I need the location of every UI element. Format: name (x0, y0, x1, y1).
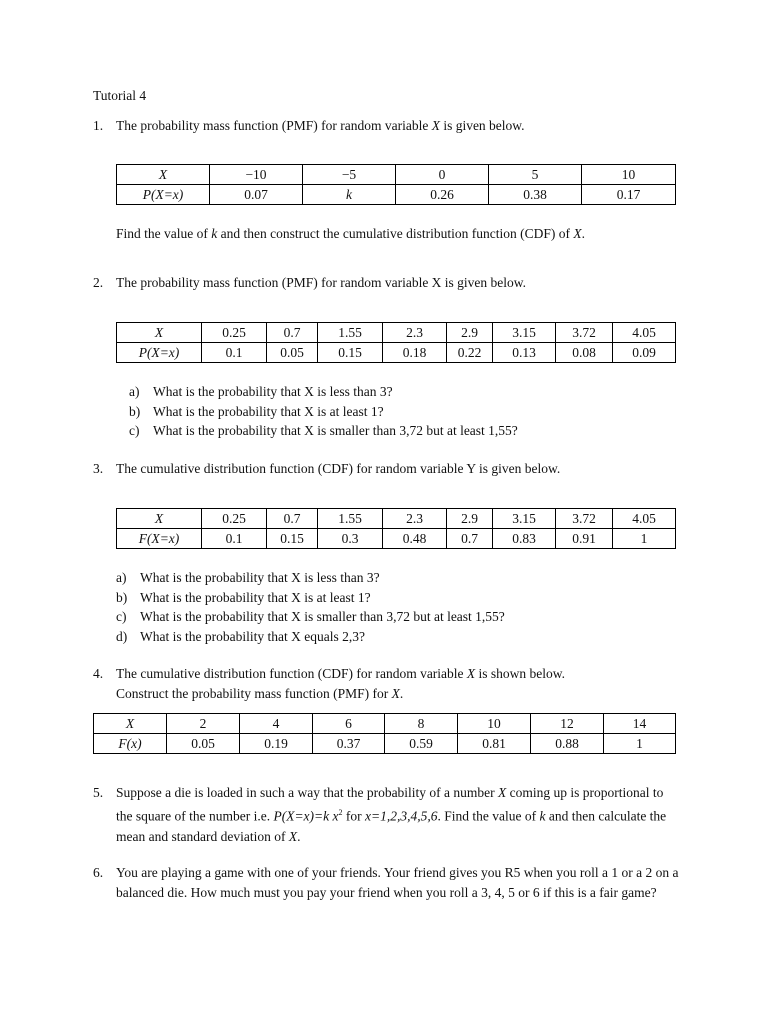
table-cell: 0.22 (447, 343, 493, 363)
table-cell: 4.05 (613, 323, 676, 343)
table-cell: 0.05 (267, 343, 318, 363)
table-row (117, 509, 676, 529)
table-cell: 0.26 (396, 185, 489, 205)
table-cell: 0.7 (267, 323, 318, 343)
table-cell: 5 (489, 165, 582, 185)
table-cell: 0.19 (240, 734, 313, 754)
table-cell: 0.91 (556, 529, 613, 549)
question-text: Suppose a die is loaded in such a way that the probability of a number X coming up is proportional to the square of the number i.e. P(X=x)=k $x^2$ for x=1,2,3,4,5,6. Find the value of k and then calculate the mean and standard deviation of X. (116, 785, 667, 844)
question-text: The probability mass function (PMF) for random variable X is given below. (116, 118, 525, 133)
question-number: 3. (93, 461, 104, 476)
question-text: You are playing a game with one of your friends. Your friend gives you R5 when you roll a 1 or a 2 on a balanced die. How much must you pay your friend when you roll a 3, 4, 5 or 6 if this is a fair game? (116, 865, 679, 900)
pmf-table-q1 (116, 164, 676, 205)
table-cell: 8 (385, 714, 458, 734)
table-cell: 0.07 (210, 185, 303, 205)
table-cell: k (303, 185, 396, 205)
cdf-table-q3 (116, 508, 676, 549)
table-cell: 1.55 (318, 509, 383, 529)
table-cell: 3.15 (493, 323, 556, 343)
table-row (117, 529, 676, 549)
table-row (94, 734, 676, 754)
question-number: 6. (93, 865, 104, 880)
table-cell: 0.1 (202, 343, 267, 363)
question-text: The probability mass function (PMF) for random variable X is given below. (116, 275, 527, 290)
table-cell: 0 (396, 165, 489, 185)
table-cell: 2.3 (383, 323, 447, 343)
table-cell: X (117, 323, 202, 343)
table-cell: 0.08 (556, 343, 613, 363)
question-number: 1. (93, 118, 104, 133)
table-cell: 1 (613, 529, 676, 549)
question-number: 5. (93, 785, 104, 800)
table-cell: 1.55 (318, 323, 383, 343)
table-cell: 0.88 (531, 734, 604, 754)
table-cell: F(x) (94, 734, 167, 754)
table-cell: 0.15 (267, 529, 318, 549)
table-row (94, 714, 676, 734)
question-number: 2. (93, 275, 104, 290)
table-cell: 0.7 (447, 529, 493, 549)
table-cell: 4 (240, 714, 313, 734)
table-cell: 2 (167, 714, 240, 734)
table-cell: 0.13 (493, 343, 556, 363)
table-cell: 14 (604, 714, 676, 734)
table-cell: 0.7 (267, 509, 318, 529)
table-cell: 6 (313, 714, 385, 734)
table-cell: X (94, 714, 167, 734)
table-cell: 3.72 (556, 323, 613, 343)
table-cell: 0.81 (458, 734, 531, 754)
cdf-table-q4 (93, 713, 676, 754)
table-cell: 0.18 (383, 343, 447, 363)
table-cell: −10 (210, 165, 303, 185)
table-cell: 0.48 (383, 529, 447, 549)
question-6 (93, 863, 683, 903)
table-cell: 0.1 (202, 529, 267, 549)
table-cell: 0.3 (318, 529, 383, 549)
table-cell: 2.3 (383, 509, 447, 529)
table-cell: 2.9 (447, 323, 493, 343)
table-cell: 0.83 (493, 529, 556, 549)
question-number: 4. (93, 666, 104, 681)
table-cell: P(X=x) (117, 185, 210, 205)
question-4 (93, 664, 683, 704)
table-cell: 3.15 (493, 509, 556, 529)
table-cell: 0.05 (167, 734, 240, 754)
table-cell: 3.72 (556, 509, 613, 529)
page-title: Tutorial 4 (93, 88, 147, 103)
table-cell: −5 (303, 165, 396, 185)
table-cell: 10 (458, 714, 531, 734)
table-cell: 1 (604, 734, 676, 754)
table-cell: 0.17 (582, 185, 676, 205)
table-row (117, 343, 676, 363)
table-cell: P(X=x) (117, 343, 202, 363)
table-cell: 0.15 (318, 343, 383, 363)
question-2 (93, 273, 683, 293)
question-5 (93, 783, 683, 847)
table-row (117, 323, 676, 343)
table-cell: 2.9 (447, 509, 493, 529)
pmf-table-q2 (116, 322, 676, 363)
table-cell: 0.38 (489, 185, 582, 205)
table-row (117, 165, 676, 185)
question-text: The cumulative distribution function (CDF) for random variable Y is given below. (116, 461, 561, 476)
table-cell: 0.37 (313, 734, 385, 754)
table-row (117, 185, 676, 205)
table-cell: F(X=x) (117, 529, 202, 549)
table-cell: X (117, 509, 202, 529)
table-cell: 0.25 (202, 323, 267, 343)
question-1-followup: Find the value of k and then construct the cumulative distribution function (CDF) of X. (116, 226, 586, 241)
table-cell: 0.59 (385, 734, 458, 754)
table-cell: 0.09 (613, 343, 676, 363)
table-cell: 4.05 (613, 509, 676, 529)
table-cell: 12 (531, 714, 604, 734)
table-cell: 10 (582, 165, 676, 185)
question-text: The cumulative distribution function (CDF) for random variable X is shown below. Construct the probability mass function (PMF) for X. (116, 666, 566, 701)
question-3 (93, 459, 683, 479)
question-1 (93, 116, 683, 136)
table-cell: 0.25 (202, 509, 267, 529)
table-cell: X (117, 165, 210, 185)
